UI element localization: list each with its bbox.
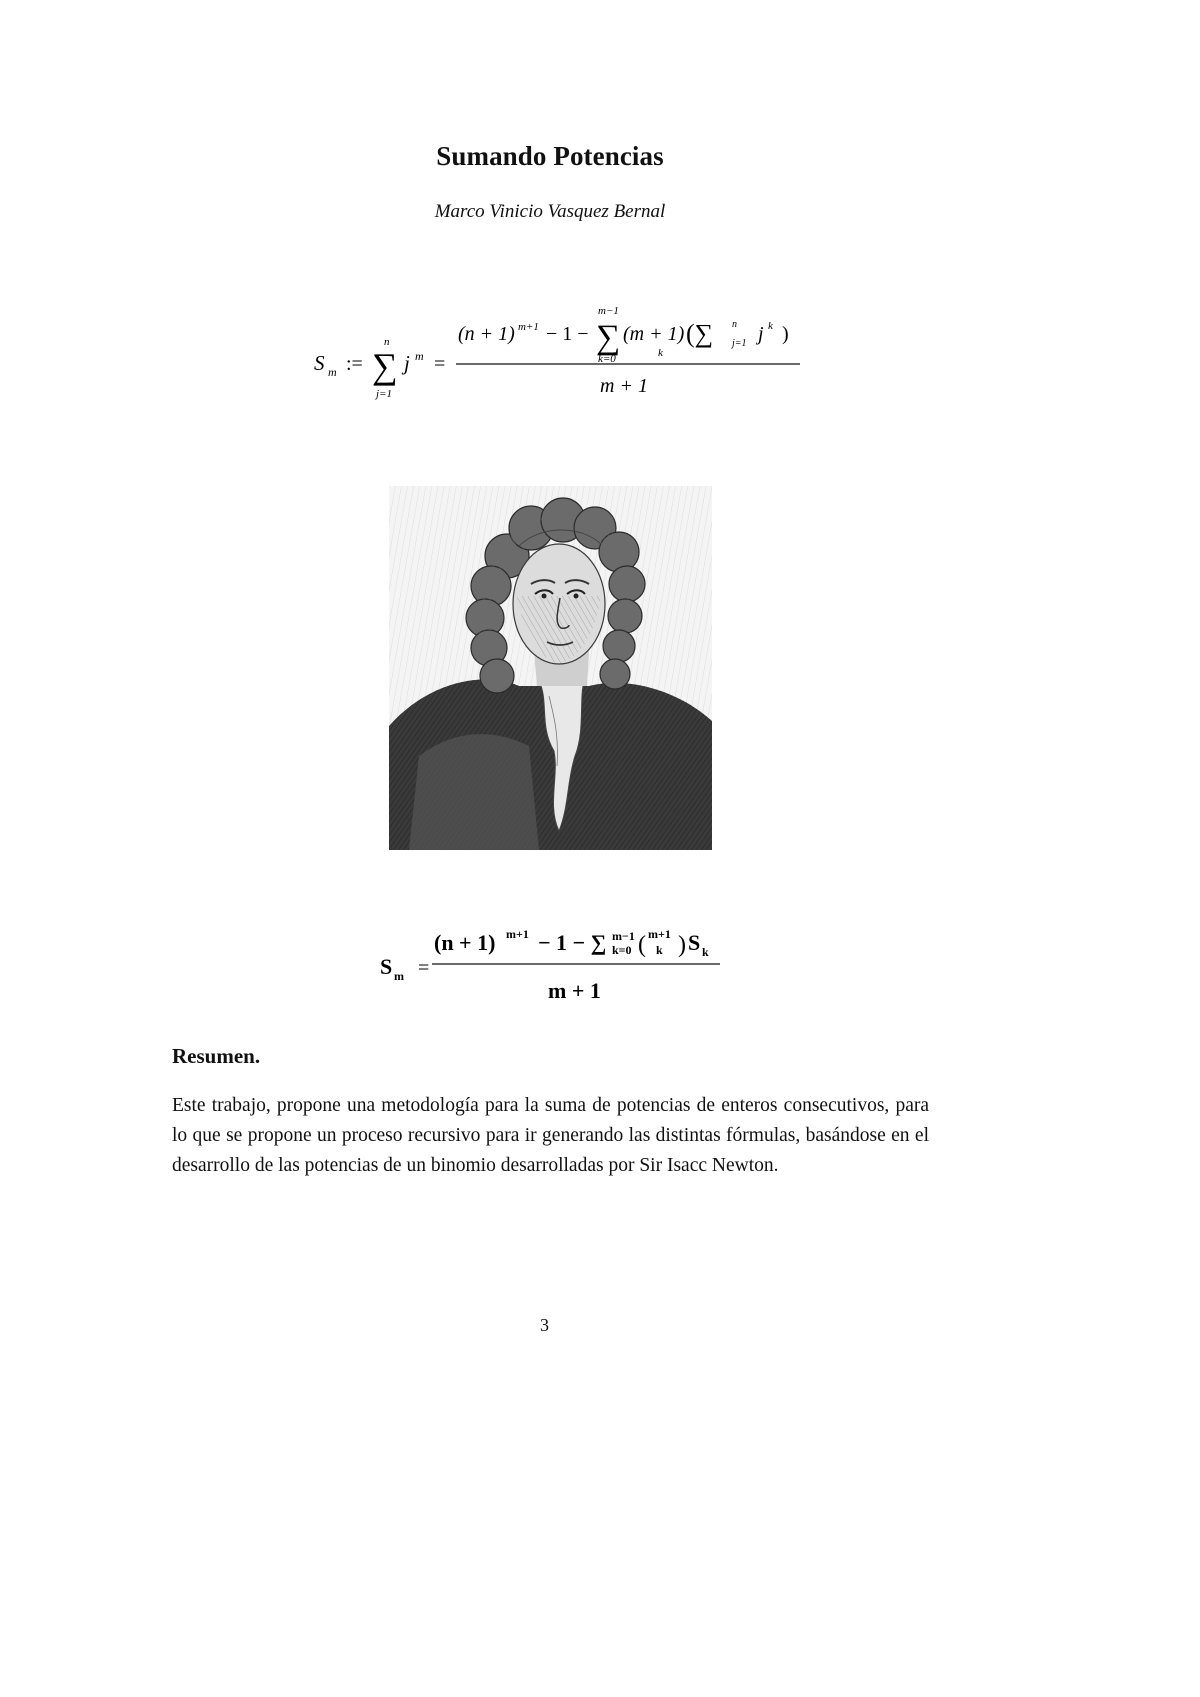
formula1-inner-sum-open: (∑ [686, 319, 714, 348]
author-name: Marco Vinicio Vasquez Bernal [434, 201, 666, 222]
formula1-inner-term: j [758, 323, 764, 345]
formula2-sum-lower: k=0 [612, 943, 632, 957]
abstract-heading: Resumen. [172, 1044, 261, 1068]
formula1-num-open: (n + 1) [458, 323, 515, 345]
document-title: Sumando Potencias [436, 141, 664, 171]
formula2-lhs-sub: m [394, 969, 404, 983]
formula1-lhs: S [314, 351, 325, 375]
formula2-num-minus: − 1 − ∑ [538, 930, 607, 955]
formula1-inner-term-exp: k [768, 320, 773, 332]
formula1-term-exp: m [415, 349, 424, 363]
portrait-engraving [389, 486, 712, 850]
recursive-formula [376, 916, 736, 1006]
formula2-binom-top: m+1 [648, 927, 671, 941]
formula1-assign: := [346, 353, 363, 375]
formula1-inner-upper: m−1 [598, 305, 619, 317]
formula1-num-exp: m+1 [518, 321, 539, 333]
formula1-term-base: j [404, 351, 410, 375]
formula2-tail: S [688, 930, 701, 955]
formula1-inner-sum-lower: j=1 [732, 338, 747, 349]
formula2-num-exp: m+1 [506, 927, 529, 941]
formula2-lhs: S [380, 954, 393, 979]
formula1-sum-symbol: ∑ [372, 346, 398, 386]
abstract-paragraph: Este trabajo, propone una metodología para la suma de potencias de enteros consecutivos, para lo que se propone un proceso recursivo para ir generando las distintas fórmulas, basándose en el desarrollo de las potencias de un binomio desarrolladas por Sir Isacc Newton. [172, 1095, 929, 1176]
formula2-binom-open: ( [638, 932, 646, 958]
formula2-equals: = [418, 957, 430, 979]
formula1-binom-top: (m + 1) [623, 323, 685, 345]
formula1-sum-upper: n [384, 336, 390, 348]
formula1-equals: = [434, 353, 446, 375]
formula1-num-minus: − 1 − [546, 323, 589, 345]
formula1-denominator: m + 1 [600, 375, 648, 397]
sum-of-powers-formula [308, 298, 808, 408]
formula1-lhs-sub: m [328, 365, 337, 379]
formula2-tail-sub: k [702, 945, 709, 959]
formula2-num-main: (n + 1) [434, 930, 496, 955]
formula1-inner-lower: k=0 [598, 353, 616, 365]
formula2-sum-upper: m−1 [612, 929, 635, 943]
portrait-illustration [389, 486, 712, 850]
formula2-binom-close: ) [678, 932, 686, 958]
page-number: 3 [540, 1315, 549, 1335]
formula1-binom-bottom: k [658, 347, 663, 359]
formula2-denominator: m + 1 [548, 978, 601, 1003]
formula2-binom-bottom: k [656, 943, 663, 957]
formula1-inner-close: ) [782, 323, 789, 345]
formula1-inner-sum-upper: n [732, 319, 737, 330]
formula1-sum-lower: j=1 [376, 388, 392, 400]
formula1-inner-sum-symbol: ∑ [596, 319, 621, 356]
